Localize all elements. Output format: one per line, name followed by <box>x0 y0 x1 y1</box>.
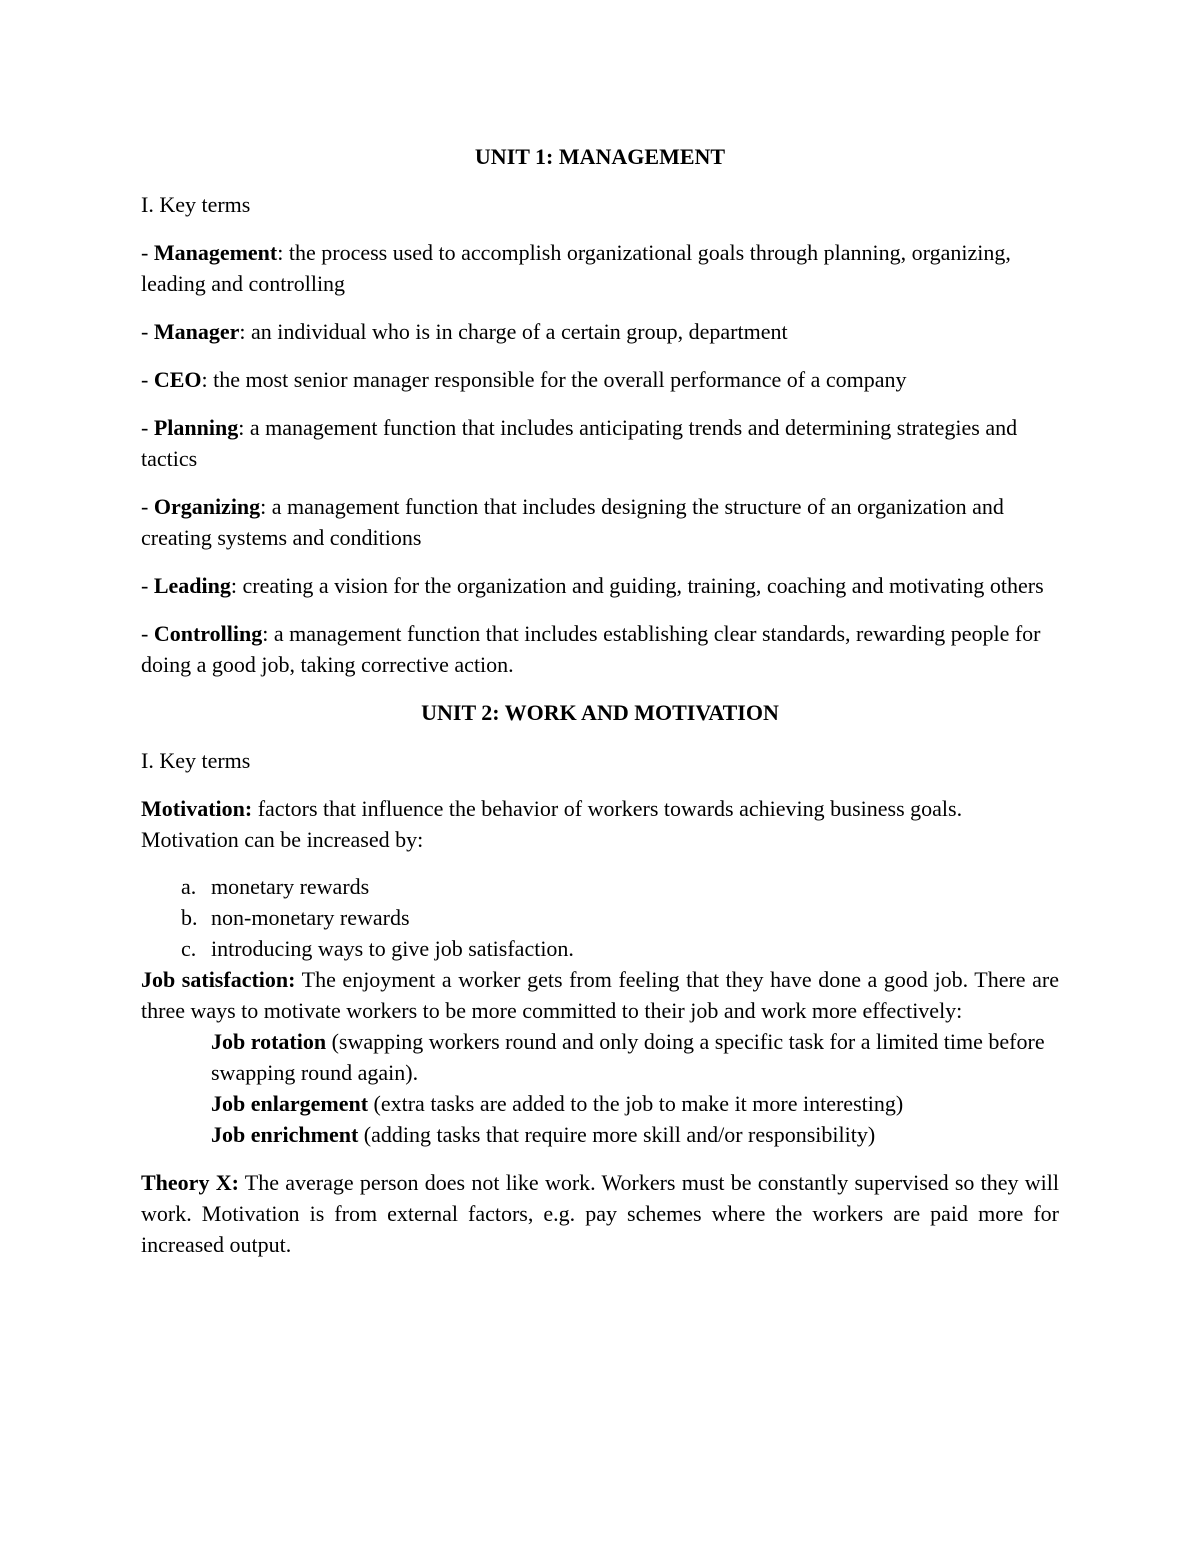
job-rotation <box>211 1026 1059 1088</box>
list-item-text: non-monetary rewards <box>211 905 410 930</box>
term-planning: - Planning: a management function that includes anticipating trends and determining strategies and tactics <box>141 415 1018 471</box>
term-label: Planning <box>153 415 239 440</box>
job-satisfaction-definition <box>141 964 1059 1026</box>
term-label: CEO <box>153 367 202 392</box>
term-definition: : the process used to accomplish organizational goals through planning, organizing, leading and controlling <box>141 240 1011 296</box>
term-ceo: - CEO: the most senior manager responsible for the overall performance of a company <box>141 367 907 392</box>
list-item <box>141 871 1059 902</box>
unit-2-section-label: I. Key terms <box>141 748 251 773</box>
term-definition: The enjoyment a worker gets from feeling that they have done a good job. There are three ways to motivate workers to be more committed to their job and work more effectively: <box>141 967 1059 1023</box>
term-definition: : a management function that includes establishing clear standards, rewarding people for doing a good job, taking corrective action. <box>141 621 1041 677</box>
term-definition: : a management function that includes designing the structure of an organization and creating systems and conditions <box>141 494 1004 550</box>
term-label: Job enrichment <box>211 1122 359 1147</box>
term-label: Leading <box>153 573 231 598</box>
motivation-definition <box>141 793 1059 855</box>
term-label: Manager <box>153 319 240 344</box>
term-label: Job rotation <box>211 1029 327 1054</box>
term-definition: (extra tasks are added to the job to make it more interesting) <box>368 1091 904 1116</box>
term-definition: (adding tasks that require more skill and/or responsibility) <box>358 1122 876 1147</box>
unit-1-section-label: I. Key terms <box>141 192 251 217</box>
term-label: Organizing <box>153 494 261 519</box>
term-definition: (swapping workers round and only doing a specific task for a limited time before swapping round again). <box>211 1029 1045 1085</box>
term-definition: : a management function that includes anticipating trends and determining strategies and tactics <box>141 415 1018 471</box>
term-leading: - Leading: creating a vision for the organization and guiding, training, coaching and motivating others <box>141 573 1044 598</box>
unit-2-title: UNIT 2: WORK AND MOTIVATION <box>421 700 779 725</box>
term-label: Job enlargement <box>211 1091 369 1116</box>
term-controlling: - Controlling: a management function that includes establishing clear standards, rewarding people for doing a good job, taking corrective action. <box>141 621 1041 677</box>
list-item <box>141 933 1059 964</box>
term-label: Job satisfaction: <box>141 967 296 992</box>
list-item-text: monetary rewards <box>211 874 370 899</box>
list-marker: b. <box>181 905 198 930</box>
term-definition: : an individual who is in charge of a certain group, department <box>239 319 788 344</box>
list-item <box>141 902 1059 933</box>
term-label: Controlling <box>153 621 263 646</box>
unit-1-title: UNIT 1: MANAGEMENT <box>474 144 726 169</box>
term-definition: factors that influence the behavior of workers towards achieving business goals. Motivation can be increased by: <box>141 796 963 852</box>
job-enlargement <box>211 1088 1059 1119</box>
term-management: - Management: the process used to accomplish organizational goals through planning, organizing, leading and controlling <box>141 240 1011 296</box>
motivation-list <box>141 871 1059 964</box>
list-marker: a. <box>181 874 197 899</box>
term-definition: : creating a vision for the organization and guiding, training, coaching and motivating others <box>230 573 1044 598</box>
term-manager: - Manager: an individual who is in charge of a certain group, department <box>141 319 788 344</box>
term-label: Theory X: <box>141 1170 239 1195</box>
term-definition: : the most senior manager responsible for the overall performance of a company <box>201 367 907 392</box>
term-label: Motivation: <box>141 796 253 821</box>
list-item-text: introducing ways to give job satisfaction. <box>211 936 574 961</box>
term-label: Management <box>153 240 278 265</box>
theory-x-definition <box>141 1167 1059 1260</box>
term-organizing: - Organizing: a management function that includes designing the structure of an organization and creating systems and conditions <box>141 494 1004 550</box>
term-definition: The average person does not like work. Workers must be constantly supervised so they will work. Motivation is from external factors, e.g. pay schemes where the workers are paid more for increased output. <box>141 1170 1059 1257</box>
list-marker: c. <box>181 936 197 961</box>
document-content <box>141 141 1059 1260</box>
job-enrichment <box>211 1119 1059 1150</box>
job-methods <box>141 1026 1059 1150</box>
